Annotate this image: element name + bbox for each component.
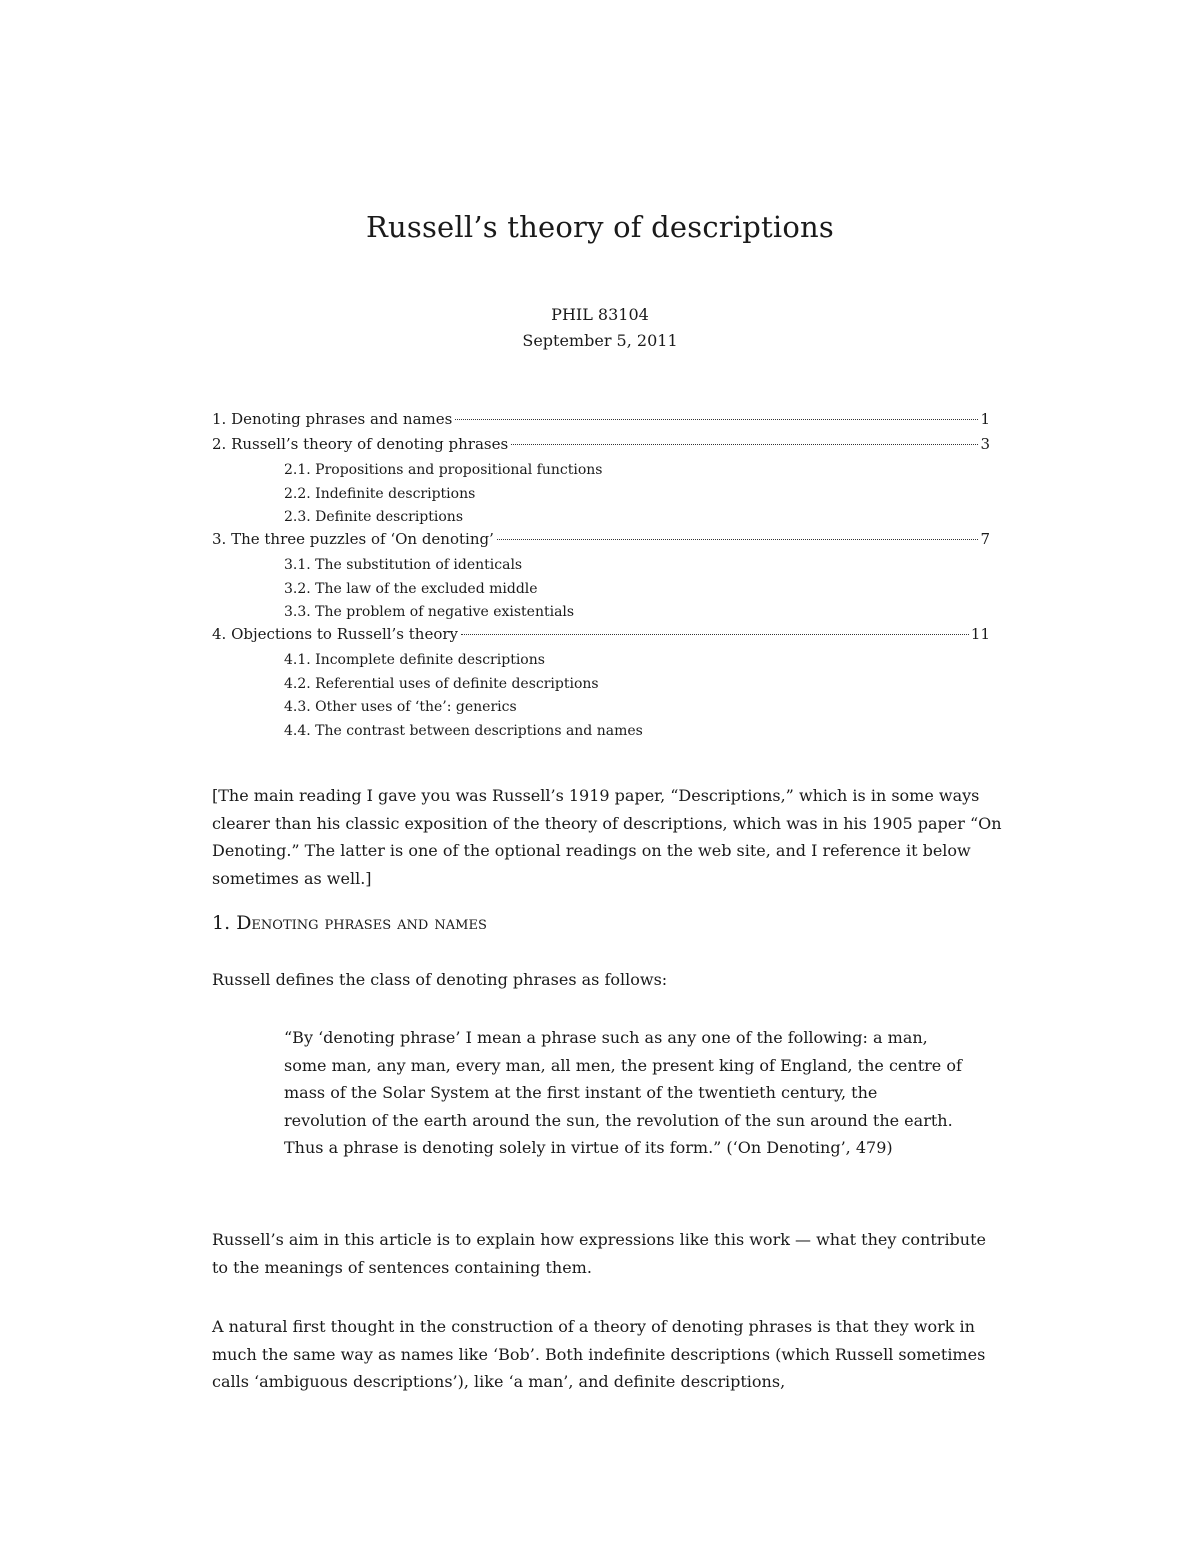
section-number: 1.: [212, 912, 231, 934]
toc-subentry[interactable]: 3.1. The substitution of identicals: [284, 557, 523, 573]
section-heading: [212, 912, 487, 934]
toc-subentry[interactable]: 4.4. The contrast between descriptions and names: [284, 722, 643, 739]
toc-subentry[interactable]: 2.3. Definite descriptions: [284, 509, 464, 525]
section-title: Denoting phrases and names: [236, 912, 487, 934]
toc-entry-label: 4. Objections to Russell’s theory: [212, 624, 459, 643]
toc-entry[interactable]: [212, 435, 990, 460]
toc-entry-page: 7: [980, 529, 990, 548]
toc-subentry[interactable]: 4.1. Incomplete definite descriptions: [284, 652, 545, 668]
toc-entry-page: 1: [980, 410, 990, 428]
toc-leader-dots: [461, 634, 969, 635]
reading-note-paragraph: [The main reading I gave you was Russell’s 1919 paper, “Descriptions,” which is in some ways clearer than his classic exposition of the theory of descriptions, which was in his 1905 paper “On Denoting.” The latter is one of the optional readings on the web site, and I reference it below sometimes as well.]: [212, 786, 1002, 888]
table-of-contents: [212, 410, 990, 743]
body-paragraph: Russell defines the class of denoting phrases as follows:: [212, 970, 668, 989]
toc-entry[interactable]: [212, 625, 990, 650]
toc-entry[interactable]: [212, 530, 990, 555]
toc-subentry[interactable]: 4.3. Other uses of ‘the’: generics: [284, 699, 517, 715]
body-paragraph: Russell’s aim in this article is to explain how expressions like this work — what they contribute to the meanings of sentences containing them.: [212, 1230, 986, 1277]
toc-entry-page: 3: [980, 434, 990, 453]
toc-subentry[interactable]: 3.2. The law of the excluded middle: [284, 580, 538, 597]
toc-subentry[interactable]: 2.1. Propositions and propositional functions: [284, 462, 603, 478]
block-quote: “By ‘denoting phrase’ I mean a phrase such as any one of the following: a man, some man, any man, every man, all men, the present king of England, the centre of mass of the Solar System at the first instant of the twentieth century, the revolution of the earth around the sun, the revolution of the sun around the earth. Thus a phrase is denoting solely in virtue of its form.” (‘On Denoting’, 479): [284, 1028, 962, 1157]
document-title: Russell’s theory of descriptions: [365, 210, 835, 244]
toc-subentry[interactable]: 4.2. Referential uses of definite descriptions: [284, 675, 599, 692]
toc-subentry[interactable]: 2.2. Indefinite descriptions: [284, 485, 476, 502]
toc-entry[interactable]: [212, 410, 990, 435]
toc-leader-dots: [511, 444, 978, 445]
toc-entry-page: 11: [970, 624, 990, 643]
toc-entry-label: 3. The three puzzles of ‘On denoting’: [212, 529, 494, 548]
document-date: September 5, 2011: [522, 331, 678, 350]
course-code: PHIL 83104: [551, 305, 649, 324]
toc-subentry[interactable]: 3.3. The problem of negative existentials: [284, 604, 575, 620]
toc-entry-label: 2. Russell’s theory of denoting phrases: [212, 434, 509, 453]
toc-leader-dots: [455, 419, 978, 420]
body-paragraph: A natural first thought in the construction of a theory of denoting phrases is that they work in much the same way as names like ‘Bob’. Both indefinite descriptions (which Russell sometimes calls ‘ambiguous descriptions’), like ‘a man’, and definite descriptions,: [212, 1317, 986, 1391]
toc-entry-label: 1. Denoting phrases and names: [212, 410, 453, 428]
toc-leader-dots: [497, 539, 979, 540]
